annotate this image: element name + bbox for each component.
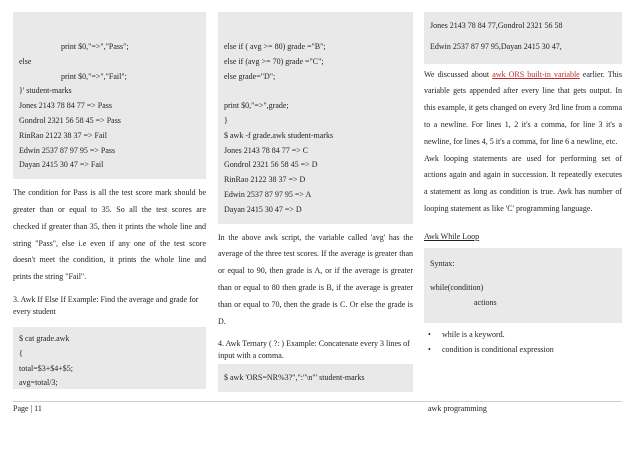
column-3 <box>424 12 622 358</box>
code-line: $ cat grade.awk <box>19 333 70 343</box>
code-line: Gondrol 2321 56 58 45 => D <box>224 160 318 170</box>
code-line: Jones 2143 78 84 77 => C <box>224 145 309 155</box>
code-block-syntax <box>424 248 622 323</box>
syntax-label: Syntax: <box>430 259 455 269</box>
syntax-line-actions: actions <box>474 297 497 307</box>
code-block-grade-awk <box>13 327 206 389</box>
column-2 <box>218 12 413 392</box>
code-line: print $0,"=>","Fail"; <box>61 71 127 81</box>
paragraph-pass-condition: The condition for Pass is all the test score mark should be greater than or equal to 35. So all the test scores are checked if greater than 35, then it prints the whole line and string "Pass", else i.e even if any one of the test score doesn't meet the condition, it prints the whole line and prints the string "Fail". <box>13 188 206 282</box>
code-line: } <box>224 115 228 125</box>
code-block-ors-output <box>424 12 622 64</box>
code-line: else grade="D"; <box>224 71 276 81</box>
code-block-pass-fail <box>13 12 206 179</box>
code-line: $ awk -f grade.awk student-marks <box>224 130 334 140</box>
bullet-item: • while is a keyword. <box>424 327 622 342</box>
code-line: else if ( avg >= 80) grade ="B"; <box>224 42 326 51</box>
code-line: Edwin 2537 87 97 95,Dayan 2415 30 47, <box>430 41 562 51</box>
footer-divider <box>13 401 622 402</box>
code-block-grade-output <box>218 12 413 224</box>
code-line: Dayan 2415 30 47 => D <box>224 204 302 214</box>
syntax-line-while: while(condition) <box>430 282 484 292</box>
code-line: print $0,"=>","Pass"; <box>61 42 129 51</box>
bullet-list <box>424 327 622 357</box>
code-line: print $0,"=>",grade; <box>224 101 289 111</box>
code-line: Dayan 2415 30 47 => Fail <box>19 160 104 170</box>
heading-while-loop: Awk While Loop <box>424 231 480 241</box>
column-1 <box>13 12 206 389</box>
code-line: Jones 2143 78 84 77 => Pass <box>19 101 113 111</box>
paragraph-looping: Awk looping statements are used for performing set of actions again and again in succession. It repeatedly executes a statement as long as condition is true. Awk has number of looping statement as like 'C' programming language. <box>424 153 622 213</box>
paragraph-grade-explanation: In the above awk script, the variable called 'avg' has the average of the three test scores. If the average is greater than or equal to 90, then grade is A, or if the average is greater than or equal to 80 then grade is B, if the average is greater than or equal to 70, then the grade is C. Or else the grade is D. <box>218 232 413 326</box>
code-line: { <box>19 348 23 358</box>
code-line: Gondrol 2321 56 58 45 => Pass <box>19 115 121 125</box>
code-line: Edwin 2537 87 97 95 => A <box>224 189 312 199</box>
code-line: Jones 2143 78 84 77,Gondrol 2321 56 58 <box>430 21 563 30</box>
code-line: else <box>19 56 32 66</box>
heading-if-else-if: 3. Awk If Else If Example: Find the average and grade for every student <box>13 294 199 316</box>
bullet-item: • condition is conditional expression <box>424 342 622 357</box>
code-line: avg=total/3; <box>19 378 58 388</box>
code-line: }' student-marks <box>19 86 72 96</box>
paragraph-ors: We discussed about awk ORS built-in variable earlier. This variable gets appended after every line that gets output. In this example, it gets changed on every 3rd line from a comma to a newline. For lines 1, 2 it's a comma, for line 3 it's a newline, for lines 4, 5 it's a comma, for line 6 a newline, etc. <box>424 69 622 146</box>
code-line: RinRao 2122 38 37 => Fail <box>19 130 107 140</box>
link-awk-ors-variable[interactable]: awk ORS built-in variable <box>492 69 580 79</box>
code-block-ternary <box>218 364 413 392</box>
code-line: RinRao 2122 38 37 => D <box>224 175 306 185</box>
heading-ternary: 4. Awk Ternary ( ?: ) Example: Concatenate every 3 lines of input with a comma. <box>218 339 410 361</box>
code-line: Edwin 2537 87 97 95 => Pass <box>19 145 116 155</box>
code-line <box>224 84 407 99</box>
code-line: total=$3+$4+$5; <box>19 363 73 373</box>
code-line: $ awk 'ORS=NR%3?",":"\n"' student-marks <box>224 373 365 383</box>
footer-title: awk programming <box>428 404 487 413</box>
page-number: Page | 11 <box>13 404 42 413</box>
code-line: else if (avg >= 70) grade ="C"; <box>224 56 324 66</box>
